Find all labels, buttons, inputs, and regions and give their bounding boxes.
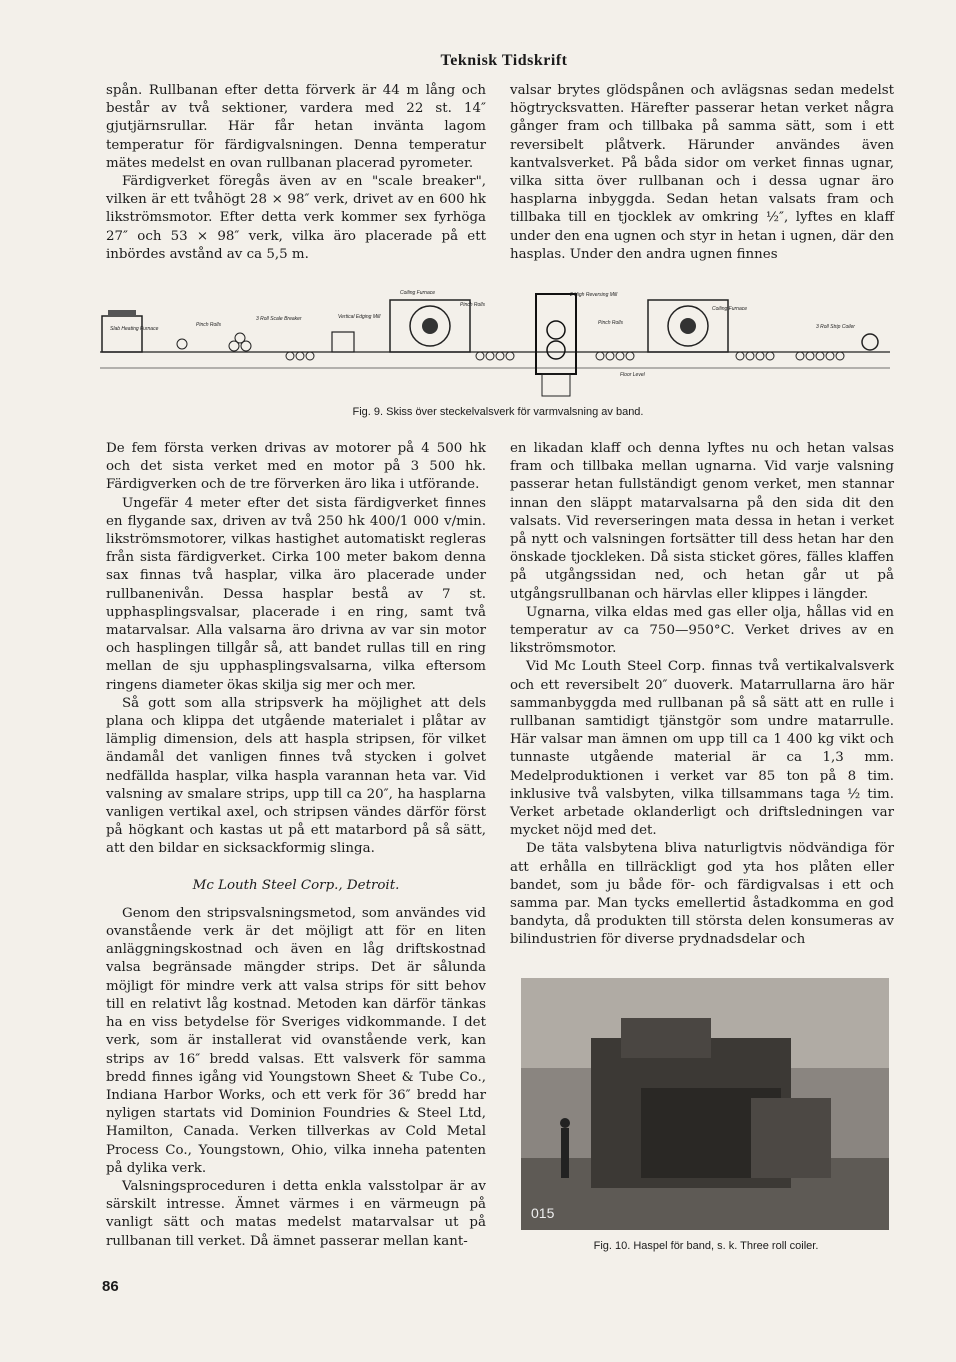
- paragraph: Valsningsproceduren i detta enkla valsstolpar är av särskilt intresse. Ämnet värmes i en värmeugn på vanligt sätt och matas medelst matarvalsar ut på rullbanan till verket. Då ämnet passerar mellan kant-: [106, 1178, 486, 1249]
- paragraph: Färdigverket föregås även av en "scale breaker", vilken är ett tvåhögt 28 × 98″ verk, drivet av en 600 hk likströmsmotor. Efter detta verk kommer sex fyrhöga 27″ och 53 × 98″ verk, vilka äro placerade på ett inbördes avstånd av ca 5,5 m.: [106, 174, 486, 262]
- column-top-right: [510, 82, 894, 264]
- paragraph: valsar brytes glödspånen och avlägsnas sedan medelst högtrycksvatten. Härefter passerar hetan verket några gånger fram och tillbaka på samma sätt, som i ett reversibelt plåtverk. Härunder användes även kantvalsverket. På båda sidor om verket finnas ugnar, vilka sitta över rullbanan och i dessa ugnar äro hasplarna inbyggda. Sedan hetan valsats fram och tillbaka till en tjocklek av omkring ½″, lyftes en klaff under den ena ugnen och styr in hetan i ugnen, där den hasplas. Under den andra ugnen finnes: [510, 83, 894, 262]
- label-coiling-furnace-2: Coiling Furnace: [712, 306, 748, 312]
- coiler-machine-photo: [521, 978, 889, 1230]
- label-strip-coiler: 3 Roll Strip Coiler: [816, 324, 855, 330]
- mill-layout-diagram: [100, 280, 896, 400]
- figure-10-photo: [521, 978, 889, 1230]
- label-pinch-rolls-1: Pinch Rolls: [196, 322, 222, 328]
- paragraph: spån. Rullbanan efter detta förverk är 44 m lång och består av två sektioner, vardera med 22 st. 14″ gjutjärnsrullar. Här får hetan invänta lagom temperatur för färdigvalsningen. Denna temperatur mätes medelst en ovan rullbanan placerad pyrometer.: [106, 83, 486, 171]
- figure-9-caption: Fig. 9. Skiss över steckelvalsverk för varmvalsning av band.: [352, 406, 644, 418]
- paragraph: De fem första verken drivas av motorer på 4 500 hk och det sista verket med en motor på 3 500 hk. Färdigverken och de tre förverken äro lika i utförande.: [106, 441, 486, 493]
- paragraph: en likadan klaff och denna lyftes nu och hetan valsas fram och tillbaka mellan ugnarna. Vid varje valsning passerar hetan fullständigt genom verket, men stannar innan den släppt matarvalsarna på den sida dit den valsats. Vid reverseringen mata dessa in hetan i verket på nytt och valsningen fortsätter till dess hetan har den önskade tjockleken. Då sista sticket göres, fälles klaffen på utgångssidan ned, och hetan går ut på utgångsrullbanan och härvlas eller klippes i längder.: [510, 441, 894, 602]
- label-vertical-mill: Vertical Edging Mill: [338, 314, 381, 320]
- section-subheading: Mc Louth Steel Corp., Detroit.: [192, 877, 400, 893]
- journal-header: Teknisk Tidskrift: [440, 52, 568, 69]
- slab-furnace: [102, 316, 142, 352]
- label-coiling-furnace-1: Coiling Furnace: [400, 290, 436, 296]
- paragraph: Ugnarna, vilka eldas med gas eller olja, hållas vid en temperatur av ca 750—950°C. Verket drives av en likströmsmotor.: [510, 604, 894, 657]
- label-slab-furnace: Slab Heating Furnace: [110, 326, 159, 332]
- figure-9-diagram: [100, 280, 896, 400]
- figure-10-caption: Fig. 10. Haspel för band, s. k. Three roll coiler.: [593, 1240, 819, 1252]
- paragraph: Så gott som alla stripsverk ha möjlighet att dels plana och klippa det utgående materialet i plåtar av lämplig dimension, dels att haspla stripsen, för vilket ändamål det vanligen finnes två stycken i golvet nedfällda hasplar, vilka haspla varannan heta var. Vid valsning av smalare strips, upp till ca 20″, ha hasplarna vanligen vertikal axel, och stripsen vändes därför först på högkant och kastas ut på ett matarbord på så sätt, att den bildar en sicksackformig slinga.: [106, 695, 486, 857]
- paragraph: Vid Mc Louth Steel Corp. finnas två vertikalvalsverk och ett reversibelt 20″ duoverk. Matarrullarna äro här sammanbyggda med rullbanan på så sätt att en rulle i rullbanan samtidigt tjänstgör som undre matarrulle. Här valsar man ämnen om upp till ca 1 400 kg vikt och tunnaste utgående material är ca 1,3 mm. Medelproduktionen i verket var 85 ton på 8 tim. inklusive två valsbyten, vilka tillsammans taga ½ tim. Verket arbetade oklanderligt och driftsledningen var mycket nöjd med det.: [510, 659, 894, 839]
- page-number: 86: [102, 1278, 119, 1295]
- photo-mark: 015: [531, 1205, 555, 1221]
- label-floor-level: Floor Level: [620, 372, 645, 378]
- label-pinch-rolls-3: Pinch Rolls: [598, 320, 624, 326]
- paragraph: Genom den stripsvalsningsmetod, som användes vid ovanstående verk är det möjligt att för en liten anläggningskostnad och även en låg driftskostnad valsa begränsade mängder strips. Det är sålunda möjligt för mindre verk att valsa strips för sitt behov till en relativt låg kostnad. Metoden kan därför tänkas ha en viss betydelse för Sveriges vidkommande. I det verk, som är installerat vid ovanstående verk, kan strips av 16″ bredd valsas. Ett valsverk för samma bredd finnes igång vid Youngstown Sheet & Tube Co., Indiana Harbor Works, och ett verk för 36″ bredd har nyligen startats vid Dominion Foundries & Steel Ltd, Hamilton, Canada. Verken tillverkas av Cold Metal Process Co., Youngstown, Ohio, vilka inneha patenten på dylika verk.: [106, 905, 486, 1176]
- paragraph: Ungefär 4 meter efter det sista färdigverket finnes en flygande sax, driven av två 250 hk 400/1 000 v/min. likströmsmotorer, vilkas hastighet automatiskt regleras från sista färdigverket. Cirka 100 meter bakom denna sax finnas två hasplar, vilka äro placerade under rullbanenivån. Dessa hasplar bestå av 7 st. upphasplingsvalsar, placerade i en ring, samt två matarvalsar. Alla valsarna äro drivna av var sin motor och hasplingen tillgår så, att bandet rullas till en ring mellan de sju upphasplingsvalsarna, vilka eftersom ringens diameter ökas skilja sig mer och mer.: [106, 495, 486, 693]
- label-reversing-mill: 2 High Reversing Mill: [570, 292, 618, 298]
- paragraph: De täta valsbytena bliva naturligtvis nödvändiga för att erhålla en tillräckligt god yta hos plåten eller bandet, som ju både för- och färdigvalsas i ett och samma par. Man tycks emellertid åstadkomma en god bandyta, då produkten till största delen konsumeras av bilindustrien för diverse prydnadsdelar och: [510, 841, 894, 948]
- label-pinch-rolls-2: Pinch Rolls: [460, 302, 486, 308]
- column-top-left: [106, 82, 486, 264]
- reversing-mill: [536, 294, 576, 374]
- column-bottom-left: [106, 440, 486, 1251]
- column-bottom-right: [510, 440, 894, 950]
- label-scale-breaker: 3 Roll Scale Breaker: [256, 316, 302, 322]
